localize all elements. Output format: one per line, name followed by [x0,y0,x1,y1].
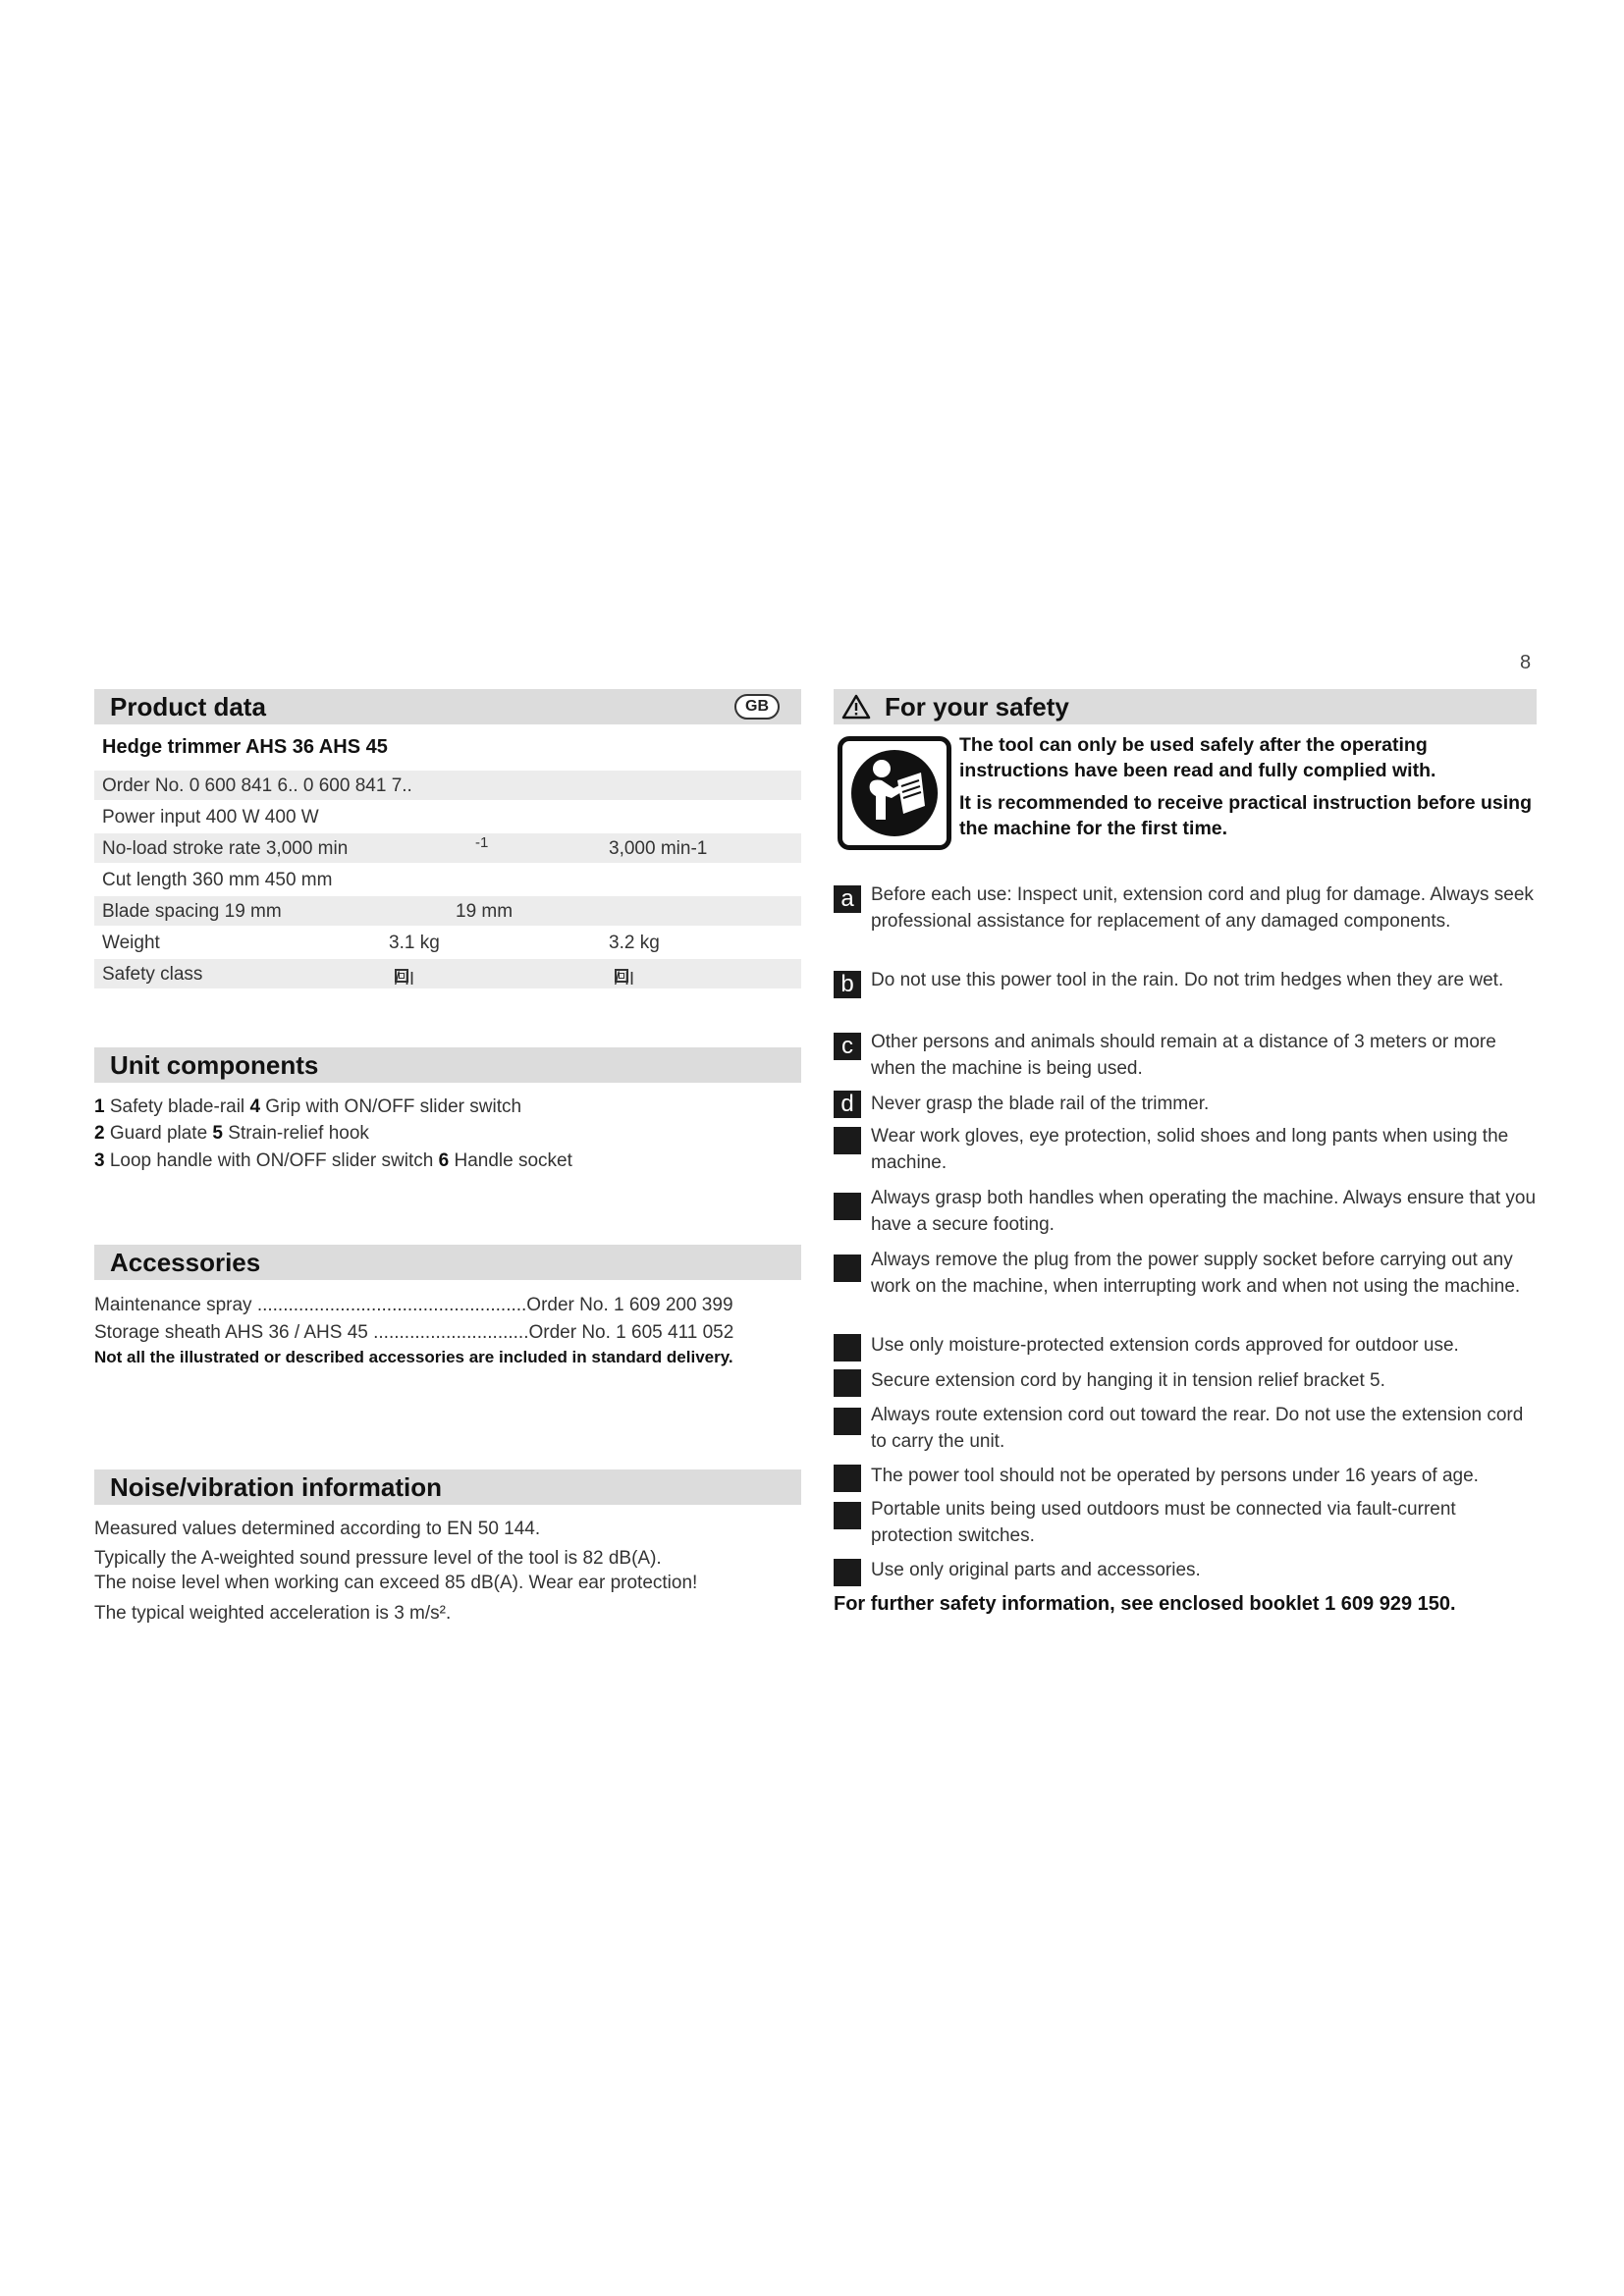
safety-intro-1: The tool can only be used safely after the operating instructions have been read and fully complied with. [959,734,1436,781]
unit-components-header [94,1047,801,1083]
spec-row [94,865,801,894]
accessory-line: Storage sheath AHS 36 / AHS 45 ..............................Order No. 1 605 411 052 [94,1322,734,1343]
safety-item-text: Use only original parts and accessories. [871,1560,1201,1580]
component-line: 3 Loop handle with ON/OFF slider switch 6 Handle socket [94,1150,572,1171]
country-badge: GB [734,694,780,720]
noise-line: Measured values determined according to EN 50 144. [94,1519,541,1539]
unit-components-title: Unit components [110,1049,319,1080]
spec-row [94,959,801,988]
safety-item-text: Always grasp both handles when operating the machine. Always ensure that you have a secure footing. [871,1188,1537,1235]
safety-item-text: Secure extension cord by hanging it in tension relief bracket 5. [871,1370,1385,1391]
safety-class-value: / II [615,969,635,988]
safety-header [834,689,1537,724]
bullet-mark-c: c [834,1033,861,1060]
read-manual-icon-graphic [842,741,947,845]
bullet-mark [834,1193,861,1220]
product-data-title: Product data [110,691,266,721]
spec-row [94,928,801,957]
warning-triangle-icon [841,694,871,720]
noise-title: Noise/vibration information [110,1471,443,1502]
bullet-mark [834,1408,861,1435]
safety-item-text: Never grasp the blade rail of the trimmer. [871,1094,1210,1114]
safety-item-text: Always route extension cord out toward the rear. Do not use the extension cord to carry the unit. [871,1405,1524,1452]
spec-value: 19 mm [456,901,514,922]
safety-item-text: The power tool should not be operated by persons under 16 years of age. [871,1466,1479,1486]
safety-class-value: / II [395,969,415,988]
spec-label: Cut length 360 mm 450 mm [102,870,333,890]
read-manual-icon [838,736,951,850]
component-line: 1 Safety blade-rail 4 Grip with ON/OFF slider switch [94,1096,522,1117]
product-subheading: Hedge trimmer AHS 36 AHS 45 [102,736,388,758]
safety-title: For your safety [885,691,1069,721]
accessories-note: Not all the illustrated or described accessories are included in standard delivery. [94,1348,733,1366]
spec-row [94,896,801,926]
component-line: 2 Guard plate 5 Strain-relief hook [94,1123,369,1144]
safety-footer-note: For further safety information, see enclosed booklet 1 609 929 150. [834,1593,1456,1615]
bullet-mark [834,1369,861,1397]
bullet-mark [834,1127,861,1154]
noise-line: Typically the A-weighted sound pressure level of the tool is 82 dB(A). [94,1548,662,1569]
safety-item-text: Other persons and animals should remain at a distance of 3 meters or more when the machine is being used. [871,1032,1496,1079]
bullet-mark-b: b [834,971,861,998]
safety-item-text: Portable units being used outdoors must be connected via fault-current protection switches. [871,1499,1456,1546]
spec-value: 3.1 kg [389,933,440,953]
accessory-line: Maintenance spray ....................................................Order No. 1 609 200 399 [94,1295,733,1315]
spec-label: Weight [102,933,160,953]
noise-line: The noise level when working can exceed 85 dB(A). Wear ear protection! [94,1573,698,1593]
bullet-mark [834,1502,861,1529]
bullet-mark-a: a [834,885,861,913]
spec-superscript: -1 [475,834,489,851]
spec-row [94,771,801,800]
bullet-mark-d: d [834,1091,861,1118]
spec-value: 3,000 min-1 [609,838,708,859]
spec-label: Safety class [102,964,203,985]
safety-item-text: Wear work gloves, eye protection, solid shoes and long pants when using the machine. [871,1126,1509,1173]
spec-label: Order No. 0 600 841 6.. 0 600 841 7.. [102,775,412,796]
spec-label: No-load stroke rate 3,000 min [102,838,349,859]
bullet-mark [834,1334,861,1362]
spec-row [94,833,801,863]
bullet-mark [834,1559,861,1586]
spec-row [94,802,801,831]
safety-item-text: Use only moisture-protected extension cords approved for outdoor use. [871,1335,1459,1356]
accessories-title: Accessories [110,1247,261,1277]
safety-intro-2: It is recommended to receive practical instruction before using the machine for the first time. [959,792,1532,839]
safety-item-text: Always remove the plug from the power supply socket before carrying out any work on the machine, when interrupting work and when not using the machine. [871,1250,1521,1297]
safety-item-text: Do not use this power tool in the rain. Do not trim hedges when they are wet. [871,970,1504,990]
spec-label: Blade spacing 19 mm [102,901,282,922]
bullet-mark [834,1255,861,1282]
noise-line: The typical weighted acceleration is 3 m/s². [94,1603,452,1624]
accessories-header [94,1245,801,1280]
product-data-header [94,689,801,724]
spec-value: 3.2 kg [609,933,660,953]
noise-header [94,1469,801,1505]
page-number: 8 [1520,652,1532,673]
safety-item-text: Before each use: Inspect unit, extension cord and plug for damage. Always seek professional assistance for replacement of any damaged components. [871,884,1534,932]
bullet-mark [834,1465,861,1492]
spec-label: Power input 400 W 400 W [102,807,319,828]
